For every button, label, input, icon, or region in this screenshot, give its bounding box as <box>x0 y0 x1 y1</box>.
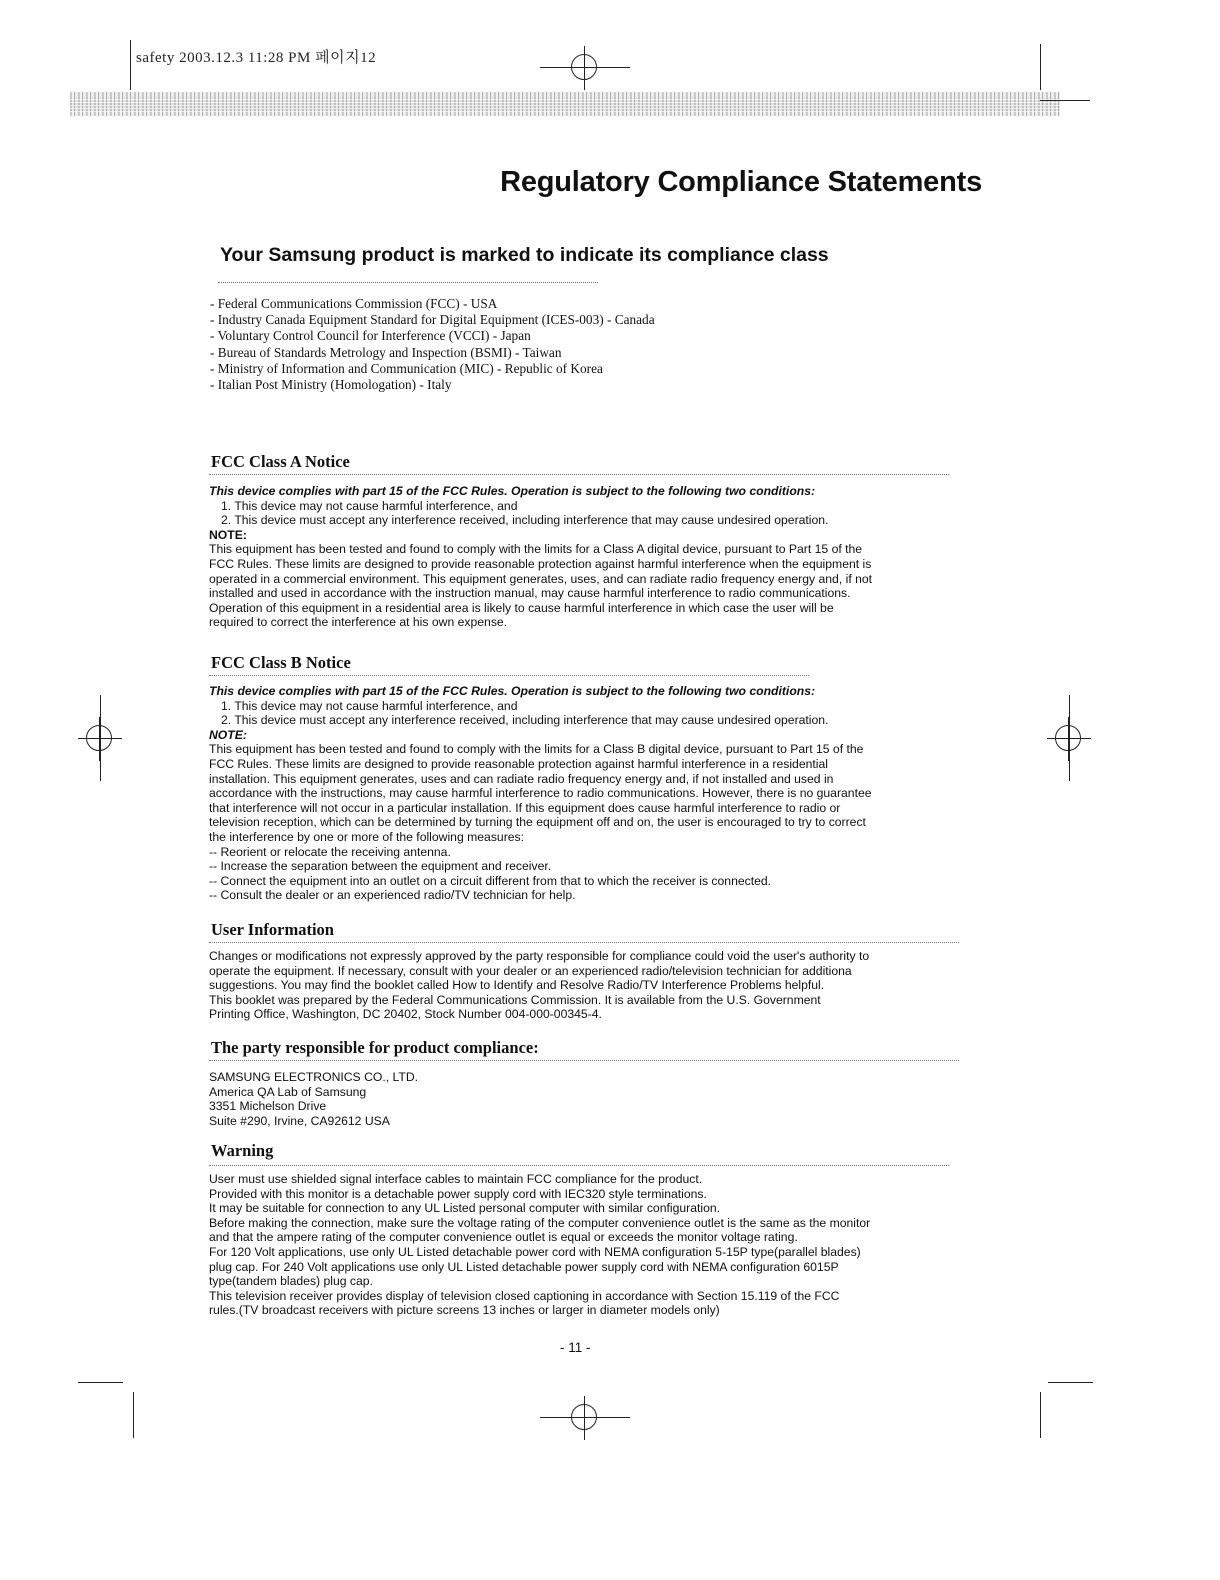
divider <box>209 675 809 676</box>
measure-item: -- Consult the dealer or an experienced radio/TV technician for help. <box>209 888 576 903</box>
body-line: required to correct the interference at his own expense. <box>209 615 508 630</box>
body-line: operate the equipment. If necessary, consult with your dealer or an experienced radio/television technician for additiona <box>209 963 852 978</box>
scan-noise-band <box>70 98 1060 112</box>
body-line: television reception, which can be determined by turning the equipment off and on, the user is encouraged to try to correct <box>209 815 866 830</box>
address-line: 3351 Michelson Drive <box>209 1099 327 1114</box>
divider <box>218 282 598 283</box>
body-line: It may be suitable for connection to any UL Listed personal computer with similar configuration. <box>209 1201 721 1216</box>
user-information-body <box>209 949 969 1022</box>
body-line: operated in a commercial environment. This equipment generates, uses, and can radiate radio frequency energy and, if not <box>209 571 873 586</box>
body-line: Operation of this equipment in a residential area is likely to cause harmful interference in which case the user will be <box>209 600 834 615</box>
list-item: - Italian Post Ministry (Homologation) - Italy <box>210 377 452 393</box>
section-heading-warning: Warning <box>211 1141 274 1160</box>
registration-mark-right <box>1047 717 1091 761</box>
divider <box>209 942 959 943</box>
crop-mark <box>540 67 630 68</box>
responsible-party-address <box>209 1070 969 1128</box>
crop-mark <box>130 40 131 90</box>
list-item: - Voluntary Control Council for Interference (VCCI) - Japan <box>210 328 531 344</box>
body-line: and that the ampere rating of the computer convenience outlet is equal or exceeds the monitor voltage rating. <box>209 1230 798 1245</box>
body-line: suggestions. You may find the booklet called How to Identify and Resolve Radio/TV Interference Problems helpful. <box>209 978 825 993</box>
list-item: - Ministry of Information and Communication (MIC) - Republic of Korea <box>210 360 603 376</box>
body-line: This equipment has been tested and found to comply with the limits for a Class B digital device, pursuant to Part 15 of the <box>209 742 864 757</box>
body-line: FCC Rules. These limits are designed to provide reasonable protection against harmful interference when the equipment is <box>209 556 872 571</box>
body-line: For 120 Volt applications, use only UL Listed detachable power cord with NEMA configuration 5-15P type(parallel blades) <box>209 1244 861 1259</box>
divider <box>209 1060 959 1061</box>
crop-mark <box>540 1417 630 1418</box>
print-slug: safety 2003.12.3 11:28 PM 페이지12 <box>136 50 377 66</box>
body-line: installed and used in accordance with the instruction manual, may cause harmful interference to radio communications. <box>209 586 851 601</box>
lead-statement: This device complies with part 15 of the FCC Rules. Operation is subject to the following two conditions: <box>209 684 816 698</box>
measure-item: -- Connect the equipment into an outlet on a circuit different from that to which the receiver is connected. <box>209 873 772 888</box>
compliance-agency-list <box>210 296 655 393</box>
section-heading-user-information: User Information <box>211 920 334 939</box>
fcc-class-a-body <box>209 484 969 630</box>
condition-item: 1. This device may not cause harmful interference, and <box>221 498 518 513</box>
measure-item: -- Reorient or relocate the receiving antenna. <box>209 844 451 859</box>
lead-statement: This device complies with part 15 of the FCC Rules. Operation is subject to the following two conditions: <box>209 484 816 498</box>
crop-mark <box>78 1382 123 1383</box>
address-line: Suite #290, Irvine, CA92612 USA <box>209 1113 390 1128</box>
measure-item: -- Increase the separation between the equipment and receiver. <box>209 859 552 874</box>
body-line: Provided with this monitor is a detachable power supply cord with IEC320 style terminations. <box>209 1186 707 1201</box>
registration-mark-bottom <box>563 1396 607 1440</box>
address-line: America QA Lab of Samsung <box>209 1084 367 1099</box>
crop-mark <box>1040 100 1090 101</box>
body-line: accordance with the instructions, may cause harmful interference to radio communications. However, there is no guarantee <box>209 786 872 801</box>
fcc-class-b-body <box>209 684 969 903</box>
divider <box>209 474 949 475</box>
section-heading-fcc-class-b: FCC Class B Notice <box>211 653 351 672</box>
section-heading-fcc-class-a: FCC Class A Notice <box>211 452 350 471</box>
body-line: This booklet was prepared by the Federal Communications Commission. It is available from the U.S. Government <box>209 992 821 1007</box>
registration-mark-top <box>563 46 607 90</box>
note-label: NOTE: <box>209 727 247 742</box>
body-line: Changes or modifications not expressly approved by the party responsible for compliance could void the user's authority to <box>209 949 870 963</box>
body-line: User must use shielded signal interface cables to maintain FCC compliance for the product. <box>209 1172 703 1186</box>
address-line: SAMSUNG ELECTRONICS CO., LTD. <box>209 1070 419 1084</box>
body-line: installation. This equipment generates, uses and can radiate radio frequency energy and, if not installed and used in <box>209 771 834 786</box>
condition-item: 2. This device must accept any interference received, including interference that may cause undesired operation. <box>221 713 829 728</box>
page-title: Regulatory Compliance Statements <box>500 166 982 198</box>
registration-mark-left <box>78 717 122 761</box>
body-line: plug cap. For 240 Volt applications use only UL Listed detachable power supply cord with NEMA configuration 6015P <box>209 1259 839 1274</box>
body-line: type(tandem blades) plug cap. <box>209 1274 373 1289</box>
list-item: - Federal Communications Commission (FCC) - USA <box>210 296 498 311</box>
page-subtitle: Your Samsung product is marked to indicate its compliance class <box>220 244 829 266</box>
body-line: the interference by one or more of the following measures: <box>209 829 525 844</box>
condition-item: 2. This device must accept any interference received, including interference that may cause undesired operation. <box>221 513 829 528</box>
page-number: - 11 - <box>560 1340 591 1355</box>
body-line: This television receiver provides display of television closed captioning in accordance with Section 15.119 of the FCC <box>209 1288 840 1303</box>
body-line: FCC Rules. These limits are designed to provide reasonable protection against harmful interference in a residential <box>209 756 828 771</box>
body-line: Before making the connection, make sure the voltage rating of the computer convenience outlet is the same as the monitor <box>209 1215 871 1230</box>
body-line: Printing Office, Washington, DC 20402, Stock Number 004-000-00345-4. <box>209 1007 602 1022</box>
crop-mark <box>1040 1392 1041 1438</box>
condition-item: 1. This device may not cause harmful interference, and <box>221 698 518 713</box>
section-heading-responsible-party: The party responsible for product compliance: <box>211 1038 539 1057</box>
crop-mark <box>133 1392 134 1438</box>
body-line: that interference will not occur in a particular installation. If this equipment does cause harmful interference to radio or <box>209 800 841 815</box>
crop-mark <box>1048 1382 1093 1383</box>
list-item: - Bureau of Standards Metrology and Inspection (BSMI) - Taiwan <box>210 344 562 360</box>
divider <box>209 1165 949 1166</box>
note-label: NOTE: <box>209 527 247 542</box>
body-line: This equipment has been tested and found to comply with the limits for a Class A digital device, pursuant to Part 15 of the <box>209 542 863 557</box>
list-item: - Industry Canada Equipment Standard for Digital Equipment (ICES-003) - Canada <box>210 312 655 328</box>
crop-mark <box>1040 44 1041 90</box>
warning-body <box>209 1172 969 1318</box>
body-line: rules.(TV broadcast receivers with picture screens 13 inches or larger in diameter models only) <box>209 1303 720 1318</box>
